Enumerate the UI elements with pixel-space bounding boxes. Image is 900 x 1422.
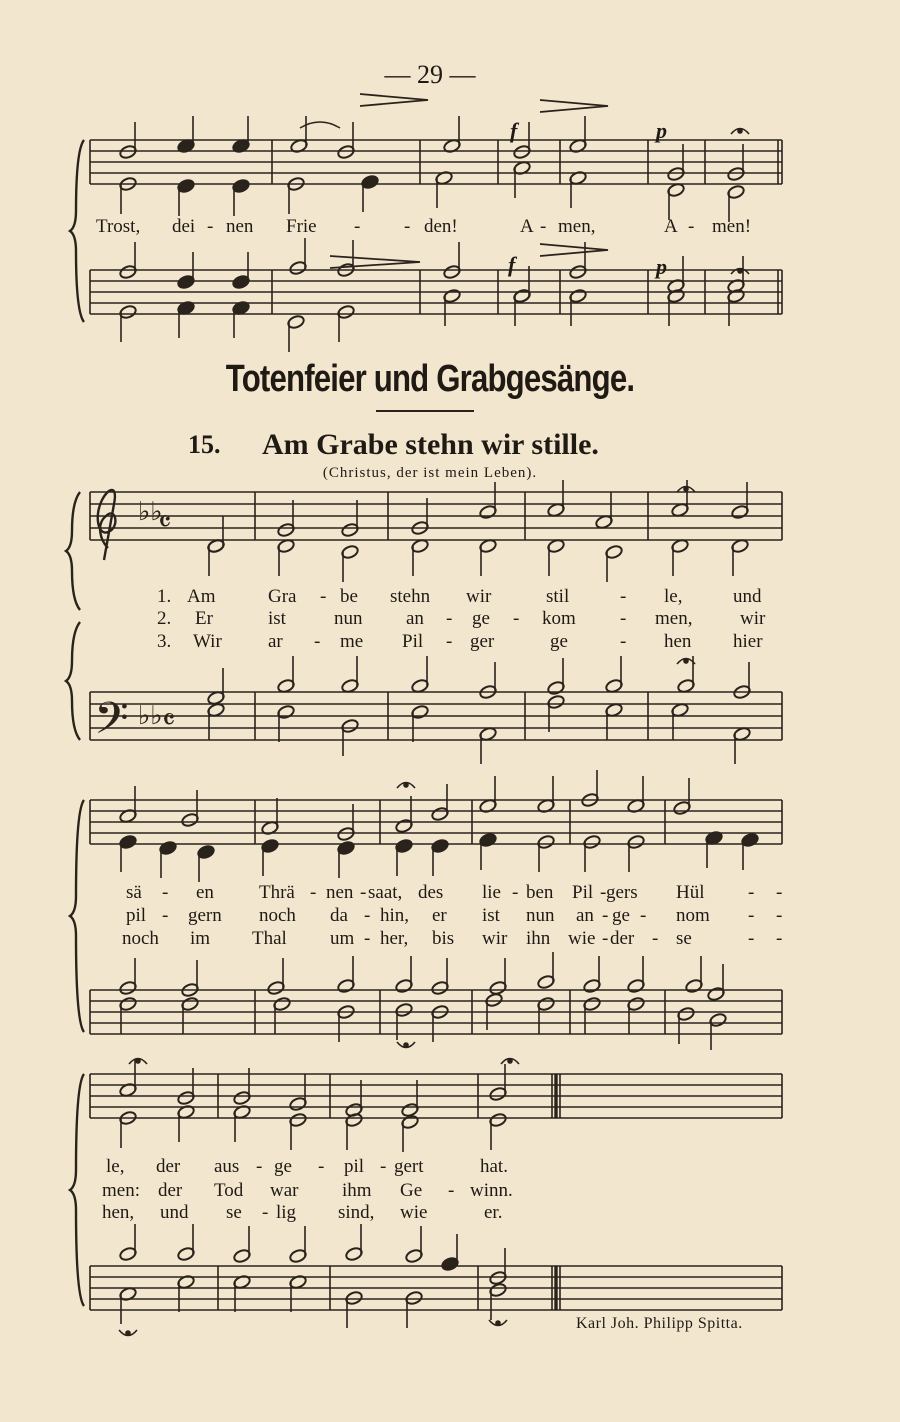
notes: [119, 116, 760, 1328]
lyric-syllable: -: [513, 608, 520, 629]
lyric-syllable: -: [448, 1180, 455, 1201]
lyric-syllable: men!: [712, 216, 752, 237]
lyric-syllable: stil: [546, 586, 570, 607]
lyric-syllable: -: [354, 216, 361, 237]
lyric-syllable: -: [640, 905, 647, 926]
lyric-syllable: lig: [276, 1202, 297, 1223]
key-signature: ♭♭: [138, 497, 163, 527]
lyric-syllable: und: [160, 1202, 189, 1223]
lyric-syllable: sind,: [338, 1202, 375, 1223]
lyric-syllable: da: [330, 905, 348, 926]
lyric-syllable: -: [314, 631, 321, 652]
lyric-syllable: ihm: [342, 1180, 372, 1201]
lyric-syllable: Frie: [286, 216, 317, 237]
lyric-syllable: men:: [102, 1180, 140, 1201]
lyric-syllable: 3.: [157, 631, 172, 652]
lyric-syllable: -: [540, 216, 547, 237]
lyric-syllable: der: [610, 928, 635, 949]
lyric-syllable: saat,: [368, 882, 403, 903]
lyric-syllable: -: [776, 928, 783, 949]
lyric-syllable: ihn: [526, 928, 551, 949]
lyric-syllable: -: [256, 1156, 263, 1177]
lyric-syllable: lie: [482, 882, 501, 903]
clefs-and-marks: [66, 94, 752, 1336]
lyric-syllable: ge: [472, 608, 490, 629]
lyric-syllable: ben: [526, 882, 554, 903]
lyric-syllable: winn.: [470, 1180, 513, 1201]
fermata-dot: [136, 1059, 140, 1063]
decrescendo-hairpin: [360, 94, 428, 106]
lyric-syllable: an: [576, 905, 594, 926]
decrescendo-hairpin: [330, 256, 420, 268]
lyric-syllable: kom: [542, 608, 576, 629]
lyric-syllable: wie: [568, 928, 596, 949]
lyric-syllable: se: [226, 1202, 242, 1223]
treble-clef: [98, 490, 116, 560]
dynamic-piano-bottom: p: [656, 254, 667, 279]
lyric-syllable: hen: [664, 631, 692, 652]
decrescendo-hairpin: [540, 100, 608, 112]
lyric-syllable: der: [156, 1156, 181, 1177]
lyric-syllable: noch: [122, 928, 159, 949]
lyric-syllable: Wir: [193, 631, 222, 652]
key-signature-bass: ♭♭: [138, 701, 163, 731]
fermata-dot: [126, 1331, 130, 1335]
lyric-syllable: se: [676, 928, 692, 949]
fermata-dot: [684, 659, 688, 663]
lyric-syllable: -: [446, 631, 453, 652]
lyric-syllable: noch: [259, 905, 296, 926]
lyric-syllable: nom: [676, 905, 710, 926]
lyric-syllable: hin,: [380, 905, 410, 926]
lyric-syllable: Pil: [402, 631, 424, 652]
lyric-syllable: Am: [187, 586, 216, 607]
lyric-syllable: men,: [655, 608, 693, 629]
time-signature-bass: 𝄴: [162, 703, 176, 738]
lyric-syllable: sä: [126, 882, 142, 903]
lyric-syllable: -: [320, 586, 327, 607]
lyric-syllable: -: [620, 608, 627, 629]
lyric-syllable: er: [432, 905, 447, 926]
lyric-syllable: -: [404, 216, 411, 237]
lyric-syllable: gert: [394, 1156, 424, 1177]
lyric-syllable: -: [600, 882, 607, 903]
fermata-dot: [738, 129, 742, 133]
lyric-syllable: Ge: [400, 1180, 423, 1201]
lyric-syllable: -: [512, 882, 519, 903]
lyric-syllable: nun: [526, 905, 555, 926]
lyric-syllable: -: [446, 608, 453, 629]
lyric-syllable: er.: [484, 1202, 503, 1223]
hymn-number: 15.: [188, 430, 221, 459]
lyric-syllable: nen: [226, 216, 254, 237]
lyric-syllable: Thal: [252, 928, 287, 949]
lyric-syllable: hen,: [102, 1202, 135, 1223]
lyric-syllable: le,: [106, 1156, 125, 1177]
lyric-syllable: Pil: [572, 882, 594, 903]
bass-clef: 𝄢: [94, 692, 129, 755]
lyric-syllable: dei: [172, 216, 196, 237]
lyric-syllable: des: [418, 882, 444, 903]
lyric-syllable: 2.: [157, 608, 172, 629]
lyric-syllable: be: [340, 586, 358, 607]
lyric-syllable: Er: [195, 608, 213, 629]
section-title: Totenfeier und Grabgesänge.: [225, 358, 635, 400]
lyric-syllable: -: [162, 905, 169, 926]
lyric-syllable: her,: [380, 928, 409, 949]
lyric-syllable: ist: [482, 905, 500, 926]
lyric-syllable: -: [688, 216, 695, 237]
lyric-syllable: und: [733, 586, 762, 607]
lyric-syllable: nen: [326, 882, 354, 903]
time-signature: 𝄴: [158, 505, 172, 540]
fermata-dot: [508, 1059, 512, 1063]
lyric-syllable: -: [602, 928, 609, 949]
lyric-syllable: -: [776, 882, 783, 903]
system-brace: [70, 800, 84, 1032]
title-rule: [376, 410, 474, 412]
lyric-syllable: en: [196, 882, 214, 903]
lyric-syllable: Thrä: [259, 882, 295, 903]
lyric-syllable: der: [158, 1180, 183, 1201]
dynamic-forte-bottom: f: [508, 252, 516, 277]
fermata-dot: [404, 783, 408, 787]
lyric-syllable: den!: [424, 216, 458, 237]
lyric-syllable: an: [406, 608, 424, 629]
lyric-syllable: -: [364, 905, 371, 926]
hymn-title: Am Grabe stehn wir stille.: [262, 428, 599, 461]
fermata-dot: [738, 269, 742, 273]
lyric-syllable: ger: [470, 631, 495, 652]
lyric-syllable: bis: [432, 928, 455, 949]
staff-lines: [90, 140, 782, 1310]
lyric-syllable: im: [190, 928, 211, 949]
lyric-syllable: -: [364, 928, 371, 949]
lyric-syllable: A: [520, 216, 534, 237]
lyric-syllable: A: [664, 216, 678, 237]
lyric-syllable: -: [262, 1202, 269, 1223]
system-brace: [70, 1074, 84, 1306]
hymn-subtitle: (Christus, der ist mein Leben).: [322, 465, 538, 481]
system-brace: [66, 492, 80, 610]
lyric-syllable: wie: [400, 1202, 428, 1223]
fermata-dot: [404, 1043, 408, 1047]
lyric-syllable: Trost,: [96, 216, 141, 237]
lyric-syllable: -: [318, 1156, 325, 1177]
lyric-syllable: wir: [466, 586, 492, 607]
lyric-syllable: -: [652, 928, 659, 949]
lyric-syllable: Hül: [676, 882, 705, 903]
lyric-syllable: -: [162, 882, 169, 903]
lyric-syllable: le,: [664, 586, 683, 607]
lyric-syllable: aus: [214, 1156, 240, 1177]
lyric-syllable: -: [620, 586, 627, 607]
lyric-syllable: pil: [126, 905, 147, 926]
lyric-syllable: pil: [344, 1156, 365, 1177]
lyric-syllable: -: [748, 928, 755, 949]
lyric-syllable: nun: [334, 608, 363, 629]
lyric-syllable: hier: [733, 631, 763, 652]
barlines: [90, 140, 782, 1310]
page-number: — 29 —: [384, 60, 476, 89]
lyric-syllable: -: [310, 882, 317, 903]
lyric-syllable: ge: [612, 905, 630, 926]
system-brace: [70, 140, 84, 322]
lyric-syllable: war: [270, 1180, 299, 1201]
lyric-syllable: gern: [188, 905, 222, 926]
lyric-syllable: wir: [740, 608, 766, 629]
lyric-syllable: ist: [268, 608, 286, 629]
lyric-syllable: -: [380, 1156, 387, 1177]
lyric-syllable: hat.: [480, 1156, 508, 1177]
lyric-syllable: gers: [606, 882, 638, 903]
dynamic-forte-top: f: [510, 118, 518, 143]
fermata-dot: [496, 1321, 500, 1325]
author-credit: Karl Joh. Philipp Spitta.: [576, 1315, 743, 1332]
lyric-syllable: 1.: [157, 586, 172, 607]
lyric-syllable: -: [207, 216, 214, 237]
system-brace: [66, 622, 80, 740]
lyric-syllable: wir: [482, 928, 508, 949]
lyric-syllable: -: [748, 882, 755, 903]
lyric-syllable: -: [776, 905, 783, 926]
lyric-syllable: -: [620, 631, 627, 652]
fermata-dot: [684, 487, 688, 491]
lyric-syllable: Tod: [214, 1180, 244, 1201]
lyric-syllable: stehn: [390, 586, 431, 607]
lyric-syllable: ge: [550, 631, 568, 652]
lyric-syllable: um: [330, 928, 355, 949]
decrescendo-hairpin: [540, 244, 608, 256]
lyric-syllable: -: [360, 882, 367, 903]
lyric-syllable: Gra: [268, 586, 297, 607]
lyric-syllable: ge: [274, 1156, 292, 1177]
dynamic-piano-top: p: [656, 118, 667, 143]
lyric-syllable: men,: [558, 216, 596, 237]
lyric-syllable: -: [748, 905, 755, 926]
lyric-syllable: me: [340, 631, 364, 652]
lyric-syllable: ar: [268, 631, 283, 652]
lyric-syllable: -: [602, 905, 609, 926]
